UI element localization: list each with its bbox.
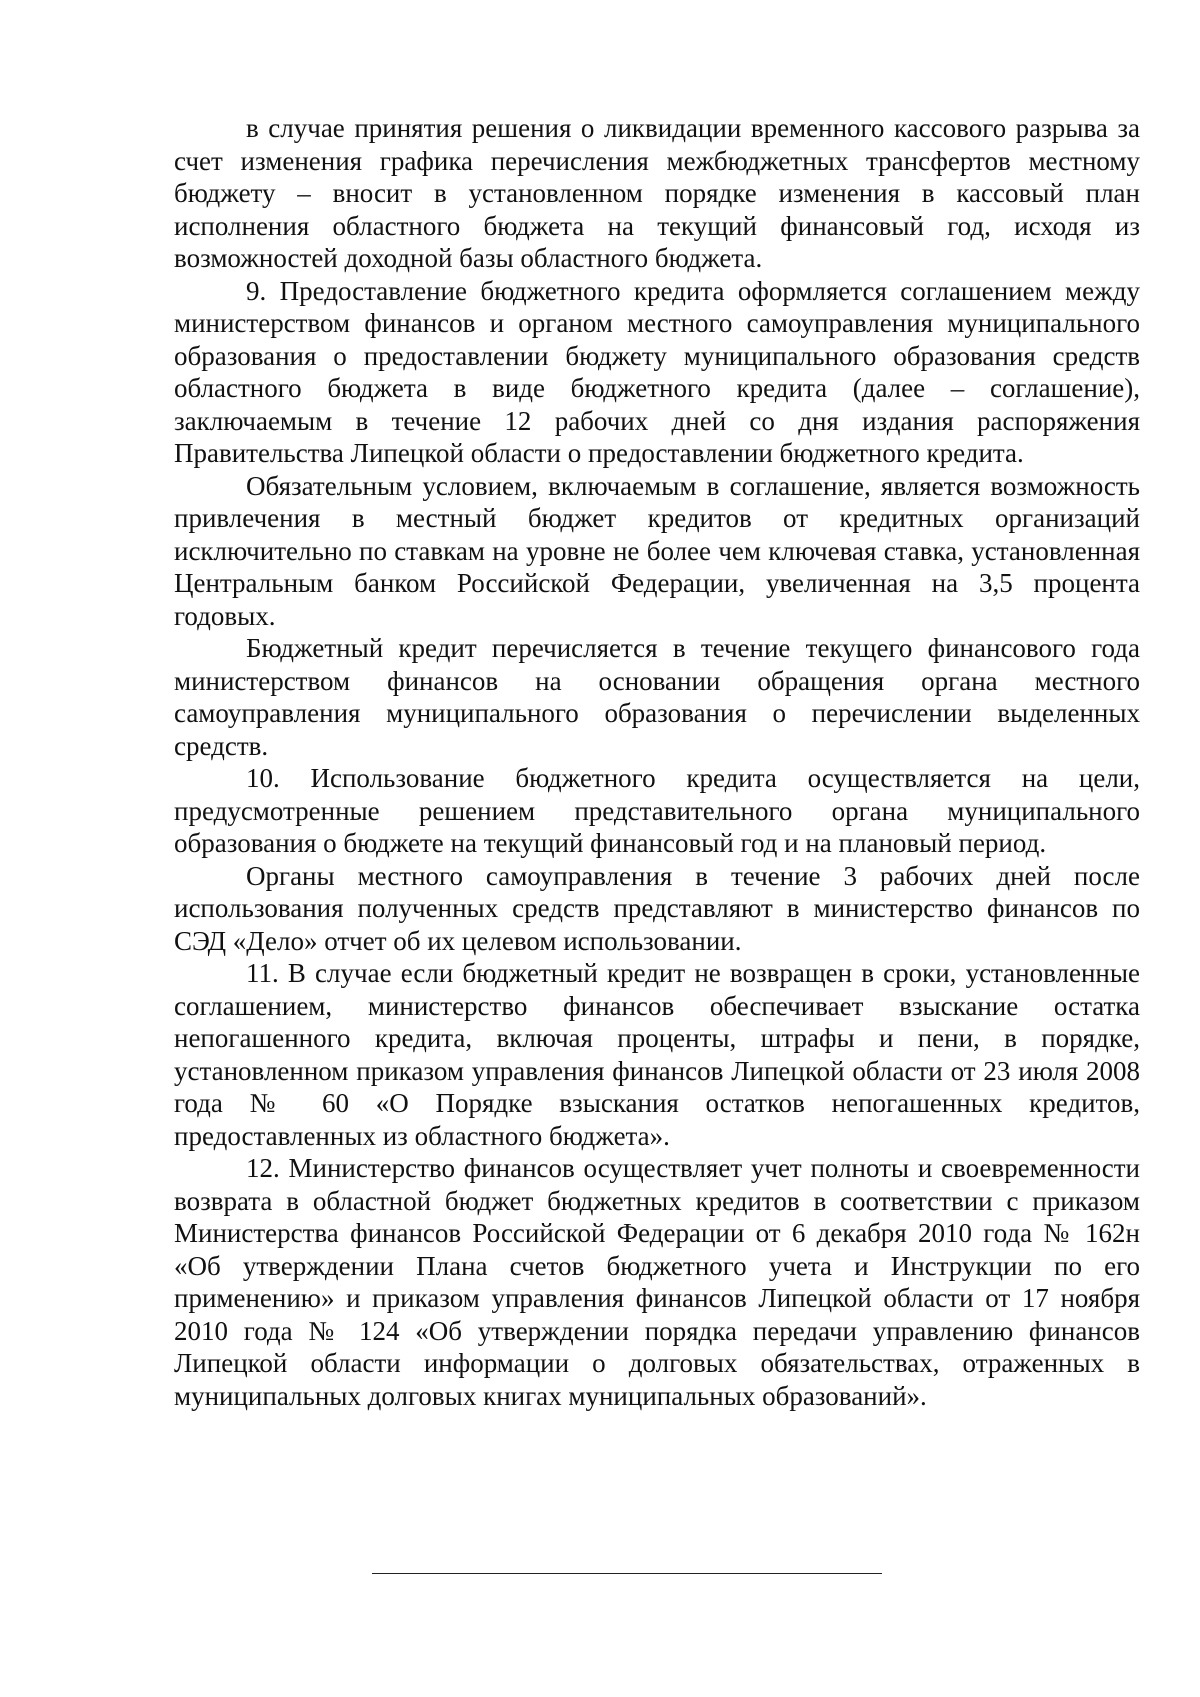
paragraph-item-12: 12. Министерство финансов осуществляет учет полноты и своевременности возврата в областной бюджет бюджетных кредитов в соответствии с приказом Министерства финансов Российской Федерации от 6 декабря 2010 года № 162н «Об утверждении Плана счетов бюджетного учета и Инструкции по его применению» и приказом управления финансов Липецкой области от 17 ноября 2010 года № 124 «Об утверждении порядка передачи управлению финансов Липецкой области информации о долговых обязательствах, отраженных в муниципальных долговых книгах муниципальных образований». [174, 1153, 1140, 1411]
paragraph-mandatory-condition: Обязательным условием, включаемым в соглашение, является возможность привлечения в местный бюджет кредитов от кредитных организаций исключительно по ставкам на уровне не более чем ключевая ставка, установленная Центральным банком Российской Федерации, увеличенная на 3,5 процента годовых. [174, 470, 1140, 631]
paragraph-item-11: 11. В случае если бюджетный кредит не возвращен в сроки, установленные соглашением, министерство финансов обеспечивает взыскание остатка непогашенного кредита, включая проценты, штрафы и пени, в порядке, установленном приказом управления финансов Липецкой области от 23 июля 2008 года № 60 «О Порядке взыскания остатков непогашенных кредитов, предоставленных из областного бюджета». [174, 958, 1140, 1151]
paragraph-item-10: 10. Использование бюджетного кредита осуществляется на цели, предусмотренные решением представительного органа муниципального образования о бюджете на текущий финансовый год и на плановый период. [174, 763, 1140, 858]
document-body [174, 112, 1140, 1412]
end-of-document-rule [372, 1573, 882, 1574]
paragraph-usage-report: Органы местного самоуправления в течение 3 рабочих дней после использования полученных средств представляют в министерство финансов по СЭД «Дело» отчет об их целевом использовании. [174, 860, 1140, 956]
paragraph-item-9: 9. Предоставление бюджетного кредита оформляется соглашением между министерством финансов и органом местного самоуправления муниципального образования о предоставлении бюджету муниципального образования средств областного бюджета в виде бюджетного кредита (далее – соглашение), заключаемым в течение 12 рабочих дней со дня издания распоряжения Правительства Липецкой области о предоставлении бюджетного кредита. [174, 275, 1140, 468]
paragraph-cash-gap: в случае принятия решения о ликвидации временного кассового разрыва за счет изменения графика перечисления межбюджетных трансфертов местному бюджету – вносит в установленном порядке изменения в кассовый план исполнения областного бюджета на текущий финансовый год, исходя из возможностей доходной базы областного бюджета. [174, 113, 1140, 273]
paragraph-credit-transfer: Бюджетный кредит перечисляется в течение текущего финансового года министерством финансов на основании обращения органа местного самоуправления муниципального образования о перечислении выделенных средств. [174, 633, 1140, 761]
